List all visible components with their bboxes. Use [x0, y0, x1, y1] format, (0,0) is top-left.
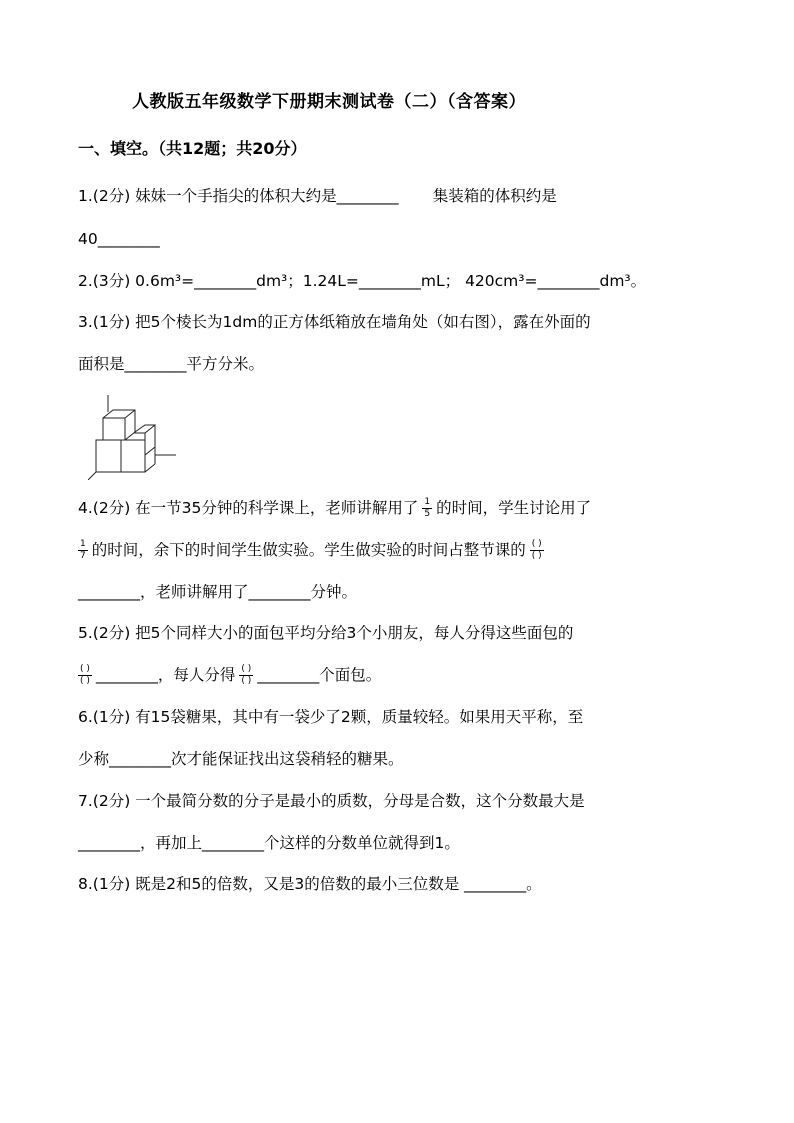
question-3-line-1: 3.(1分) 把5个棱长为1dm的正方体纸箱放在墙角处（如右图），露在外面的	[78, 313, 591, 331]
question-5-line-2	[78, 664, 381, 686]
fraction-denominator: ( )	[531, 551, 542, 561]
question-6-line-1: 6.(1分) 有15袋糖果，其中有一袋少了2颗，质量较轻。如果用天平称，至	[78, 708, 584, 726]
fraction-blank	[530, 540, 544, 561]
question-3-line-2: 面积是________平方分米。	[78, 355, 265, 373]
fraction-denominator: 7	[80, 551, 86, 561]
question-4-line-3: ________，老师讲解用了________分钟。	[78, 583, 358, 601]
question-7-line-2: ________，再加上________个这样的分数单位就得到1。	[78, 834, 460, 852]
section-title-fill-blank: 一、填空。（共12题；共20分）	[78, 139, 307, 158]
question-4-line-1	[78, 497, 591, 519]
question-5-line-1: 5.(2分) 把5个同样大小的面包平均分给3个小朋友，每人分得这些面包的	[78, 624, 574, 642]
fraction-blank	[78, 665, 92, 686]
fraction-numerator: ( )	[80, 664, 90, 674]
question-1-part-2: 集装箱的体积约是	[432, 187, 557, 205]
fraction-one-fifth	[422, 498, 432, 519]
question-7-line-1: 7.(2分) 一个最简分数的分子是最小的质数，分母是合数，这个分数最大是	[78, 792, 585, 810]
question-5-text-b: ________个面包。	[257, 666, 382, 684]
fraction-blank	[239, 665, 253, 686]
fraction-numerator: 1	[80, 539, 86, 549]
cubes-in-corner-figure	[88, 390, 183, 480]
fraction-one-seventh	[78, 540, 88, 561]
fraction-denominator: ( )	[80, 676, 90, 686]
fraction-numerator: ( )	[531, 539, 542, 549]
question-6-line-2: 少称________次才能保证找出这袋稍轻的糖果。	[78, 750, 404, 768]
fraction-numerator: ( )	[241, 664, 252, 674]
question-1-line-1	[78, 185, 557, 207]
question-2: 2.(3分) 0.6m³=________dm³；1.24L=________mL； 420cm³=________dm³。	[78, 272, 647, 290]
fraction-numerator: 1	[424, 497, 431, 507]
question-4-line-2	[78, 539, 548, 561]
question-8: 8.(1分) 既是2和5的倍数，又是3的倍数的最小三位数是 ________。	[78, 875, 542, 893]
question-4-text-c: 的时间，余下的时间学生做实验。学生做实验的时间占整节课的	[91, 541, 526, 559]
question-4-text-a: 4.(2分) 在一节35分钟的科学课上，老师讲解用了	[78, 499, 419, 517]
question-1-part-1: 1.(2分) 妹妹一个手指尖的体积大约是________	[78, 187, 399, 205]
question-5-text-a: ________，每人分得	[95, 666, 236, 684]
question-4-text-b: 的时间，学生讨论用了	[436, 499, 592, 517]
fraction-denominator: 5	[424, 509, 431, 519]
question-1-line-2: 40________	[78, 230, 160, 248]
fraction-denominator: ( )	[241, 676, 252, 686]
document-title: 人教版五年级数学下册期末测试卷（二）（含答案）	[132, 92, 526, 112]
